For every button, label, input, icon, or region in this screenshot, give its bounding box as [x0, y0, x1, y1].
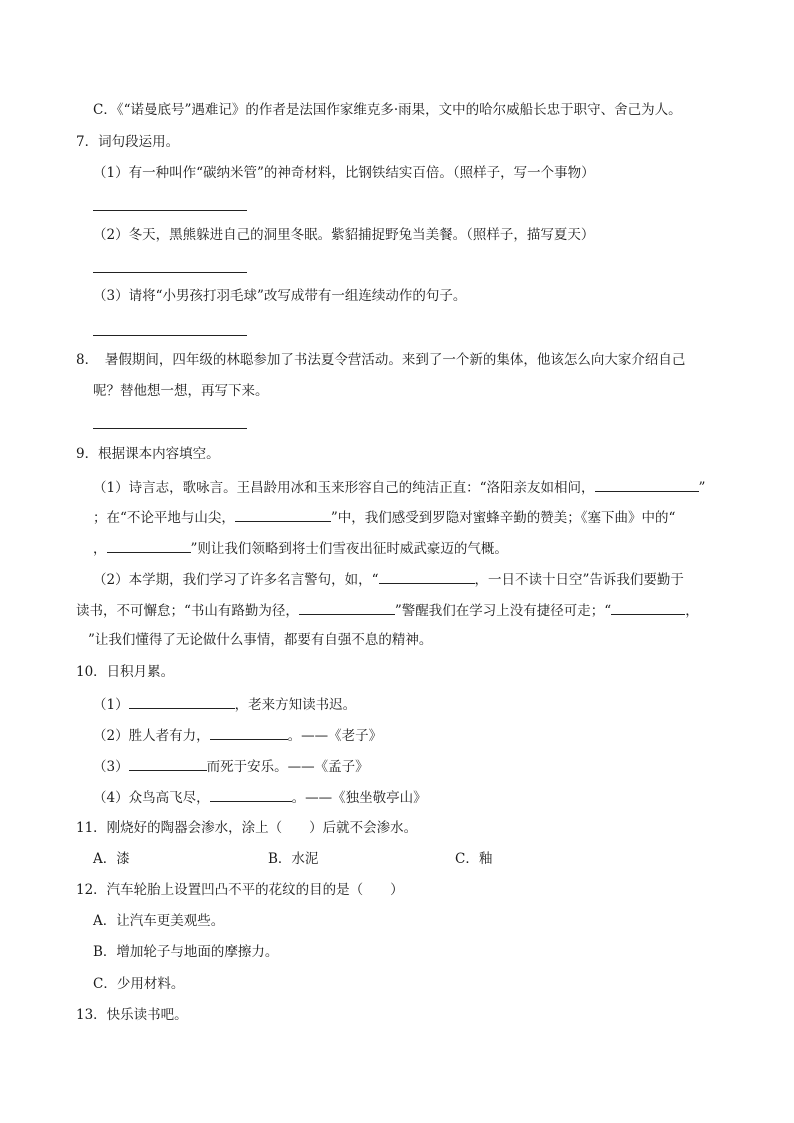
q10-item3 — [93, 756, 369, 776]
q9-p2b-mid: ”警醒我们在学习上没有捷径可走；“ — [394, 603, 612, 619]
q9-p2b-start: 读书，不可懈怠；“书山有路勤为径， — [76, 603, 299, 619]
q9-p1-line1 — [93, 477, 705, 497]
q10-blank-4[interactable] — [210, 787, 292, 802]
q9-blank-2[interactable] — [235, 507, 331, 522]
q12-option-c[interactable]: C．少用材料。 — [93, 976, 185, 992]
q10-blank-3[interactable] — [129, 756, 207, 771]
q7-stem: 7．词句段运用。 — [76, 134, 180, 150]
q10-item4 — [93, 787, 427, 807]
q9-p2b-end: ， — [685, 603, 699, 619]
q11-stem: 11．刚烧好的陶器会渗水，涂上（ ）后就不会渗水。 — [76, 820, 418, 836]
q9-p2-line1 — [93, 569, 684, 589]
q9-stem: 9．根据课本内容填空。 — [76, 446, 220, 462]
q8-answer-line[interactable] — [93, 428, 247, 429]
q10-item1 — [93, 694, 356, 714]
q10-item3-num: （3） — [93, 759, 129, 775]
q9-p1a-text: （1）诗言志，歌咏言。王昌龄用冰和玉来形容自己的纯洁正直：“洛阳亲友如相问， — [93, 480, 595, 496]
q8-line2: 呢？替他想一想，再写下来。 — [93, 383, 269, 399]
q7-sub2-answer-line[interactable] — [93, 272, 247, 273]
q12-stem: 12．汽车轮胎上设置凹凸不平的花纹的目的是（ ） — [76, 882, 404, 898]
q9-p2-line2 — [76, 600, 699, 620]
q9-blank-5[interactable] — [299, 600, 395, 615]
q10-item2-text: （2）胜人者有力， — [93, 728, 210, 744]
q9-blank-3[interactable] — [107, 538, 191, 553]
q13-stem: 13．快乐读书吧。 — [76, 1007, 188, 1023]
q10-item3-text: 而死于安乐。——《孟子》 — [206, 759, 369, 775]
q6-option-c: C．《“诺曼底号”遇难记》的作者是法国作家维克多·雨果，文中的哈尔威船长忠于职守、舍己为人。 — [93, 102, 682, 118]
q10-item1-text: ，老来方知读书迟。 — [234, 697, 357, 713]
q9-p1c-start: ， — [93, 541, 107, 557]
q9-p1c-end: ”则让我们领略到将士们雪夜出征时威武豪迈的气概。 — [190, 541, 508, 557]
q9-blank-1[interactable] — [595, 477, 699, 492]
q7-sub1: （1）有一种叫作“碳纳米管”的神奇材料，比钢铁结实百倍。（照样子，写一个事物） — [93, 165, 595, 181]
q9-p1a-end: ” — [698, 480, 706, 496]
q10-stem: 10．日积月累。 — [76, 664, 175, 680]
q9-p1b-start: ；在“不论平地与山尖， — [93, 510, 235, 526]
q7-sub3-answer-line[interactable] — [93, 335, 247, 336]
q9-p2a-start: （2）本学期，我们学习了许多名言警句，如，“ — [93, 572, 379, 588]
q7-sub3: （3）请将“小男孩打羽毛球”改写成带有一组连续动作的句子。 — [93, 288, 467, 304]
q10-blank-2[interactable] — [210, 725, 288, 740]
q10-item1-num: （1） — [93, 697, 129, 713]
q10-blank-1[interactable] — [129, 694, 235, 709]
q9-p1b-mid: ”中，我们感受到罗隐对蜜蜂辛勤的赞美；《塞下曲》中的“ — [330, 510, 676, 526]
q9-blank-6[interactable] — [611, 600, 685, 615]
q11-option-a[interactable]: A．漆 — [93, 851, 130, 867]
q10-item2-source: 。——《老子》 — [287, 728, 383, 744]
q9-p2-line3: ”让我们懂得了无论做什么事情，都要有自强不息的精神。 — [88, 632, 433, 648]
q10-item4-text: （4）众鸟高飞尽， — [93, 790, 210, 806]
q7-sub2: （2）冬天，黑熊躲进自己的洞里冬眠。紫貂捕捉野兔当美餐。（照样子，描写夏天） — [93, 227, 595, 243]
q9-p1-line3 — [93, 538, 508, 558]
q11-option-b[interactable]: B．水泥 — [268, 851, 319, 867]
q7-sub1-answer-line[interactable] — [93, 210, 247, 211]
q11-option-c[interactable]: C．釉 — [455, 851, 493, 867]
q10-item4-source: 。——《独坐敬亭山》 — [291, 790, 427, 806]
q8-line1: 8． 暑假期间，四年级的林聪参加了书法夏令营活动。来到了一个新的集体，他该怎么向大家介绍自己 — [76, 352, 686, 368]
q12-option-b[interactable]: B．增加轮子与地面的摩擦力。 — [93, 944, 279, 960]
q9-p1-line2 — [93, 507, 675, 527]
q12-option-a[interactable]: A．让汽车更美观些。 — [93, 913, 225, 929]
q10-item2 — [93, 725, 382, 745]
q9-blank-4[interactable] — [379, 569, 475, 584]
q9-p2a-end: ，一日不读十日空”告诉我们要勤于 — [474, 572, 684, 588]
